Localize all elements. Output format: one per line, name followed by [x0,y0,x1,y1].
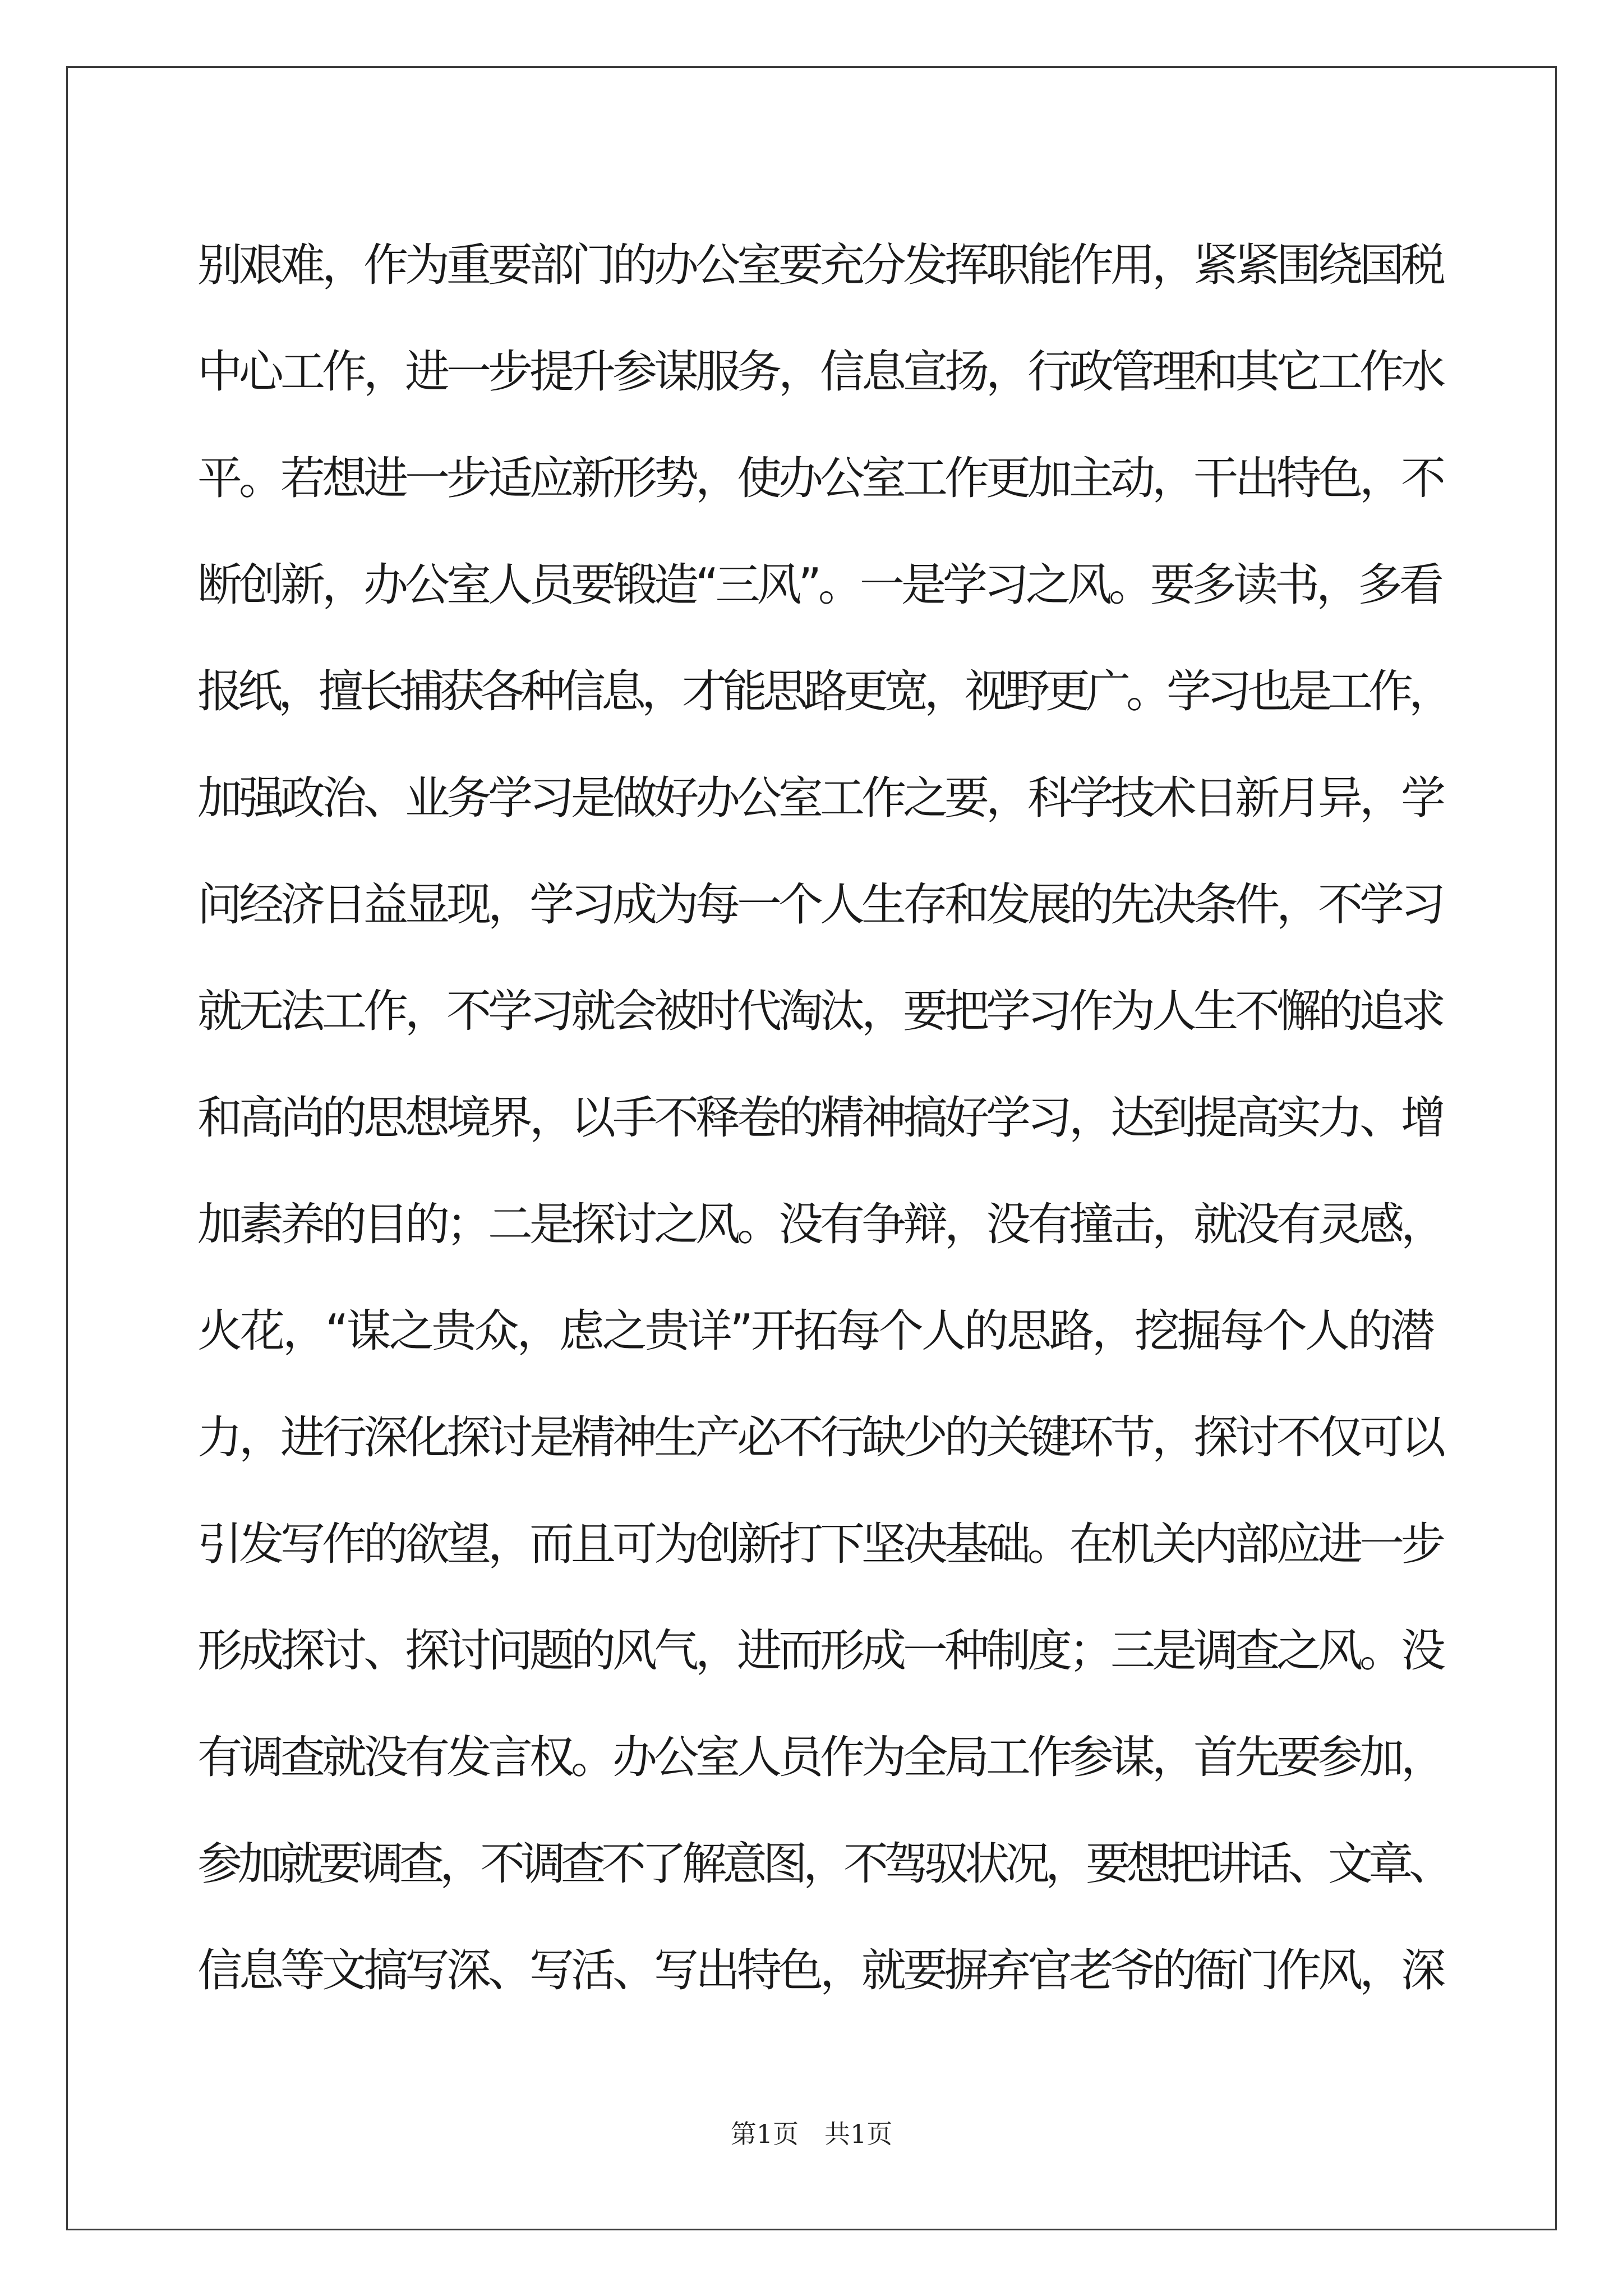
text-line: 引发写作的欲望，而且可为创新打下坚决基础。在机关内部应进一步 [197,1518,1442,1570]
text-line: 参加就要调查，不调查不了解意图，不驾驭状况，要想把讲话、文章、 [197,1838,1449,1890]
text-line: 平。若想进一步适应新形势，使办公室工作更加主动，干出特色，不 [197,452,1442,504]
text-line: 中心工作，进一步提升参谋服务，信息宣扬，行政管理和其它工作水 [197,346,1442,398]
text-line: 有调查就没有发言权。办公室人员作为全局工作参谋，首先要参加， [197,1731,1442,1783]
text-line: 形成探讨、探讨问题的风气，进而形成一种制度；三是调查之风。没 [197,1625,1442,1677]
text-line: 报纸，擅长捕获各种信息，才能思路更宽，视野更广。学习也是工作， [197,665,1449,717]
text-line: 加强政治、业务学习是做好办公室工作之要，科学技术日新月异，学 [197,772,1442,824]
text-line: 就无法工作，不学习就会被时代淘汰，要把学习作为人生不懈的追求 [197,985,1442,1037]
text-line: 力，进行深化探讨是精神生产必不行缺少的关键环节，探讨不仅可以 [197,1411,1442,1464]
text-line: 别艰难，作为重要部门的办公室要充分发挥职能作用，紧紧围绕国税 [197,239,1442,291]
text-line: 和高尚的思想境界，以手不释卷的精神搞好学习，达到提高实力、增 [197,1092,1442,1144]
text-line: 问经济日益显现，学习成为每一个人生存和发展的先决条件，不学习 [197,878,1442,931]
text-line: 信息等文搞写深、写活、写出特色，就要摒弃官老爷的衙门作风，深 [197,1944,1442,1996]
page-number-footer: 第1页 共1页 [730,2119,893,2149]
text-line: 加素养的目的；二是探讨之风。没有争辩，没有撞击，就没有灵感， [197,1198,1442,1250]
text-line: 断创新，办公室人员要锻造“三风”。一是学习之风。要多读书，多看 [197,559,1441,611]
text-line: 火花，“谋之贵众，虑之贵详”开拓每个人的思路，挖掘每个人的潜 [197,1305,1433,1357]
document-body [197,212,1448,2024]
